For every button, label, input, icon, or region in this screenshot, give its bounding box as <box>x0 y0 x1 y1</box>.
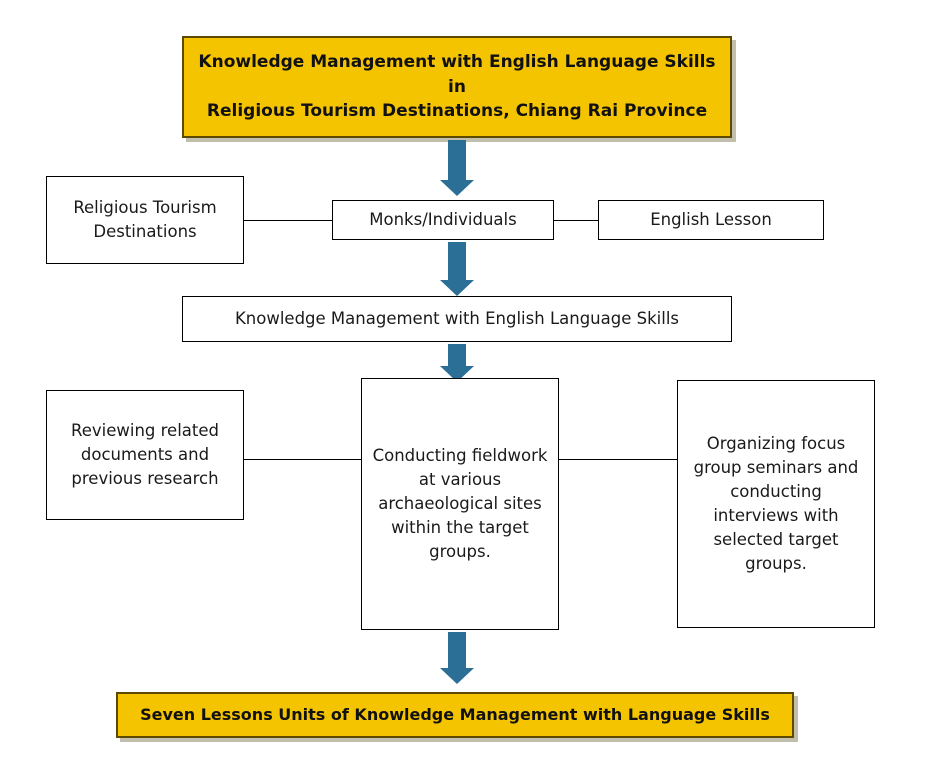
box-monks-individuals-label: Monks/Individuals <box>369 210 517 230</box>
bottom-box-seven-lessons <box>116 692 794 738</box>
box-reviewing-documents <box>46 390 244 520</box>
box-organizing-focus-groups-label: Organizing focus group seminars and conducting interviews with selected target groups. <box>693 434 859 573</box>
bottom-box-seven-lessons-label: Seven Lessons Units of Knowledge Management with Language Skills <box>140 705 770 725</box>
box-religious-tourism-destinations <box>46 176 244 264</box>
box-organizing-focus-groups <box>677 380 875 628</box>
connector-fieldwork-to-organizing <box>559 459 677 460</box>
box-reviewing-documents-label: Reviewing related documents and previous research <box>71 421 219 488</box>
box-knowledge-management-skills-label: Knowledge Management with English Language Skills <box>234 309 679 329</box>
box-conducting-fieldwork <box>361 378 559 630</box>
title-line-2: Religious Tourism Destinations, Chiang Rai Province <box>206 101 708 122</box>
connector-monks-to-lesson <box>554 220 598 221</box>
box-knowledge-management-skills <box>182 296 732 342</box>
box-monks-individuals <box>332 200 554 240</box>
title-line-1: Knowledge Management with English Language Skills in <box>198 52 716 97</box>
box-english-lesson <box>598 200 824 240</box>
arrow-monks-to-km <box>440 242 474 296</box>
box-religious-tourism-destinations-label: Religious Tourism Destinations <box>73 198 217 241</box>
arrow-fieldwork-to-lessons <box>440 632 474 684</box>
arrow-title-to-monks <box>440 140 474 196</box>
connector-religious-to-monks <box>244 220 332 221</box>
title-box <box>182 36 732 138</box>
connector-reviewing-to-fieldwork <box>244 459 361 460</box>
box-english-lesson-label: English Lesson <box>650 210 772 230</box>
arrow-km-to-fieldwork <box>440 344 474 382</box>
box-conducting-fieldwork-label: Conducting fieldwork at various archaeological sites within the target groups. <box>372 446 548 561</box>
